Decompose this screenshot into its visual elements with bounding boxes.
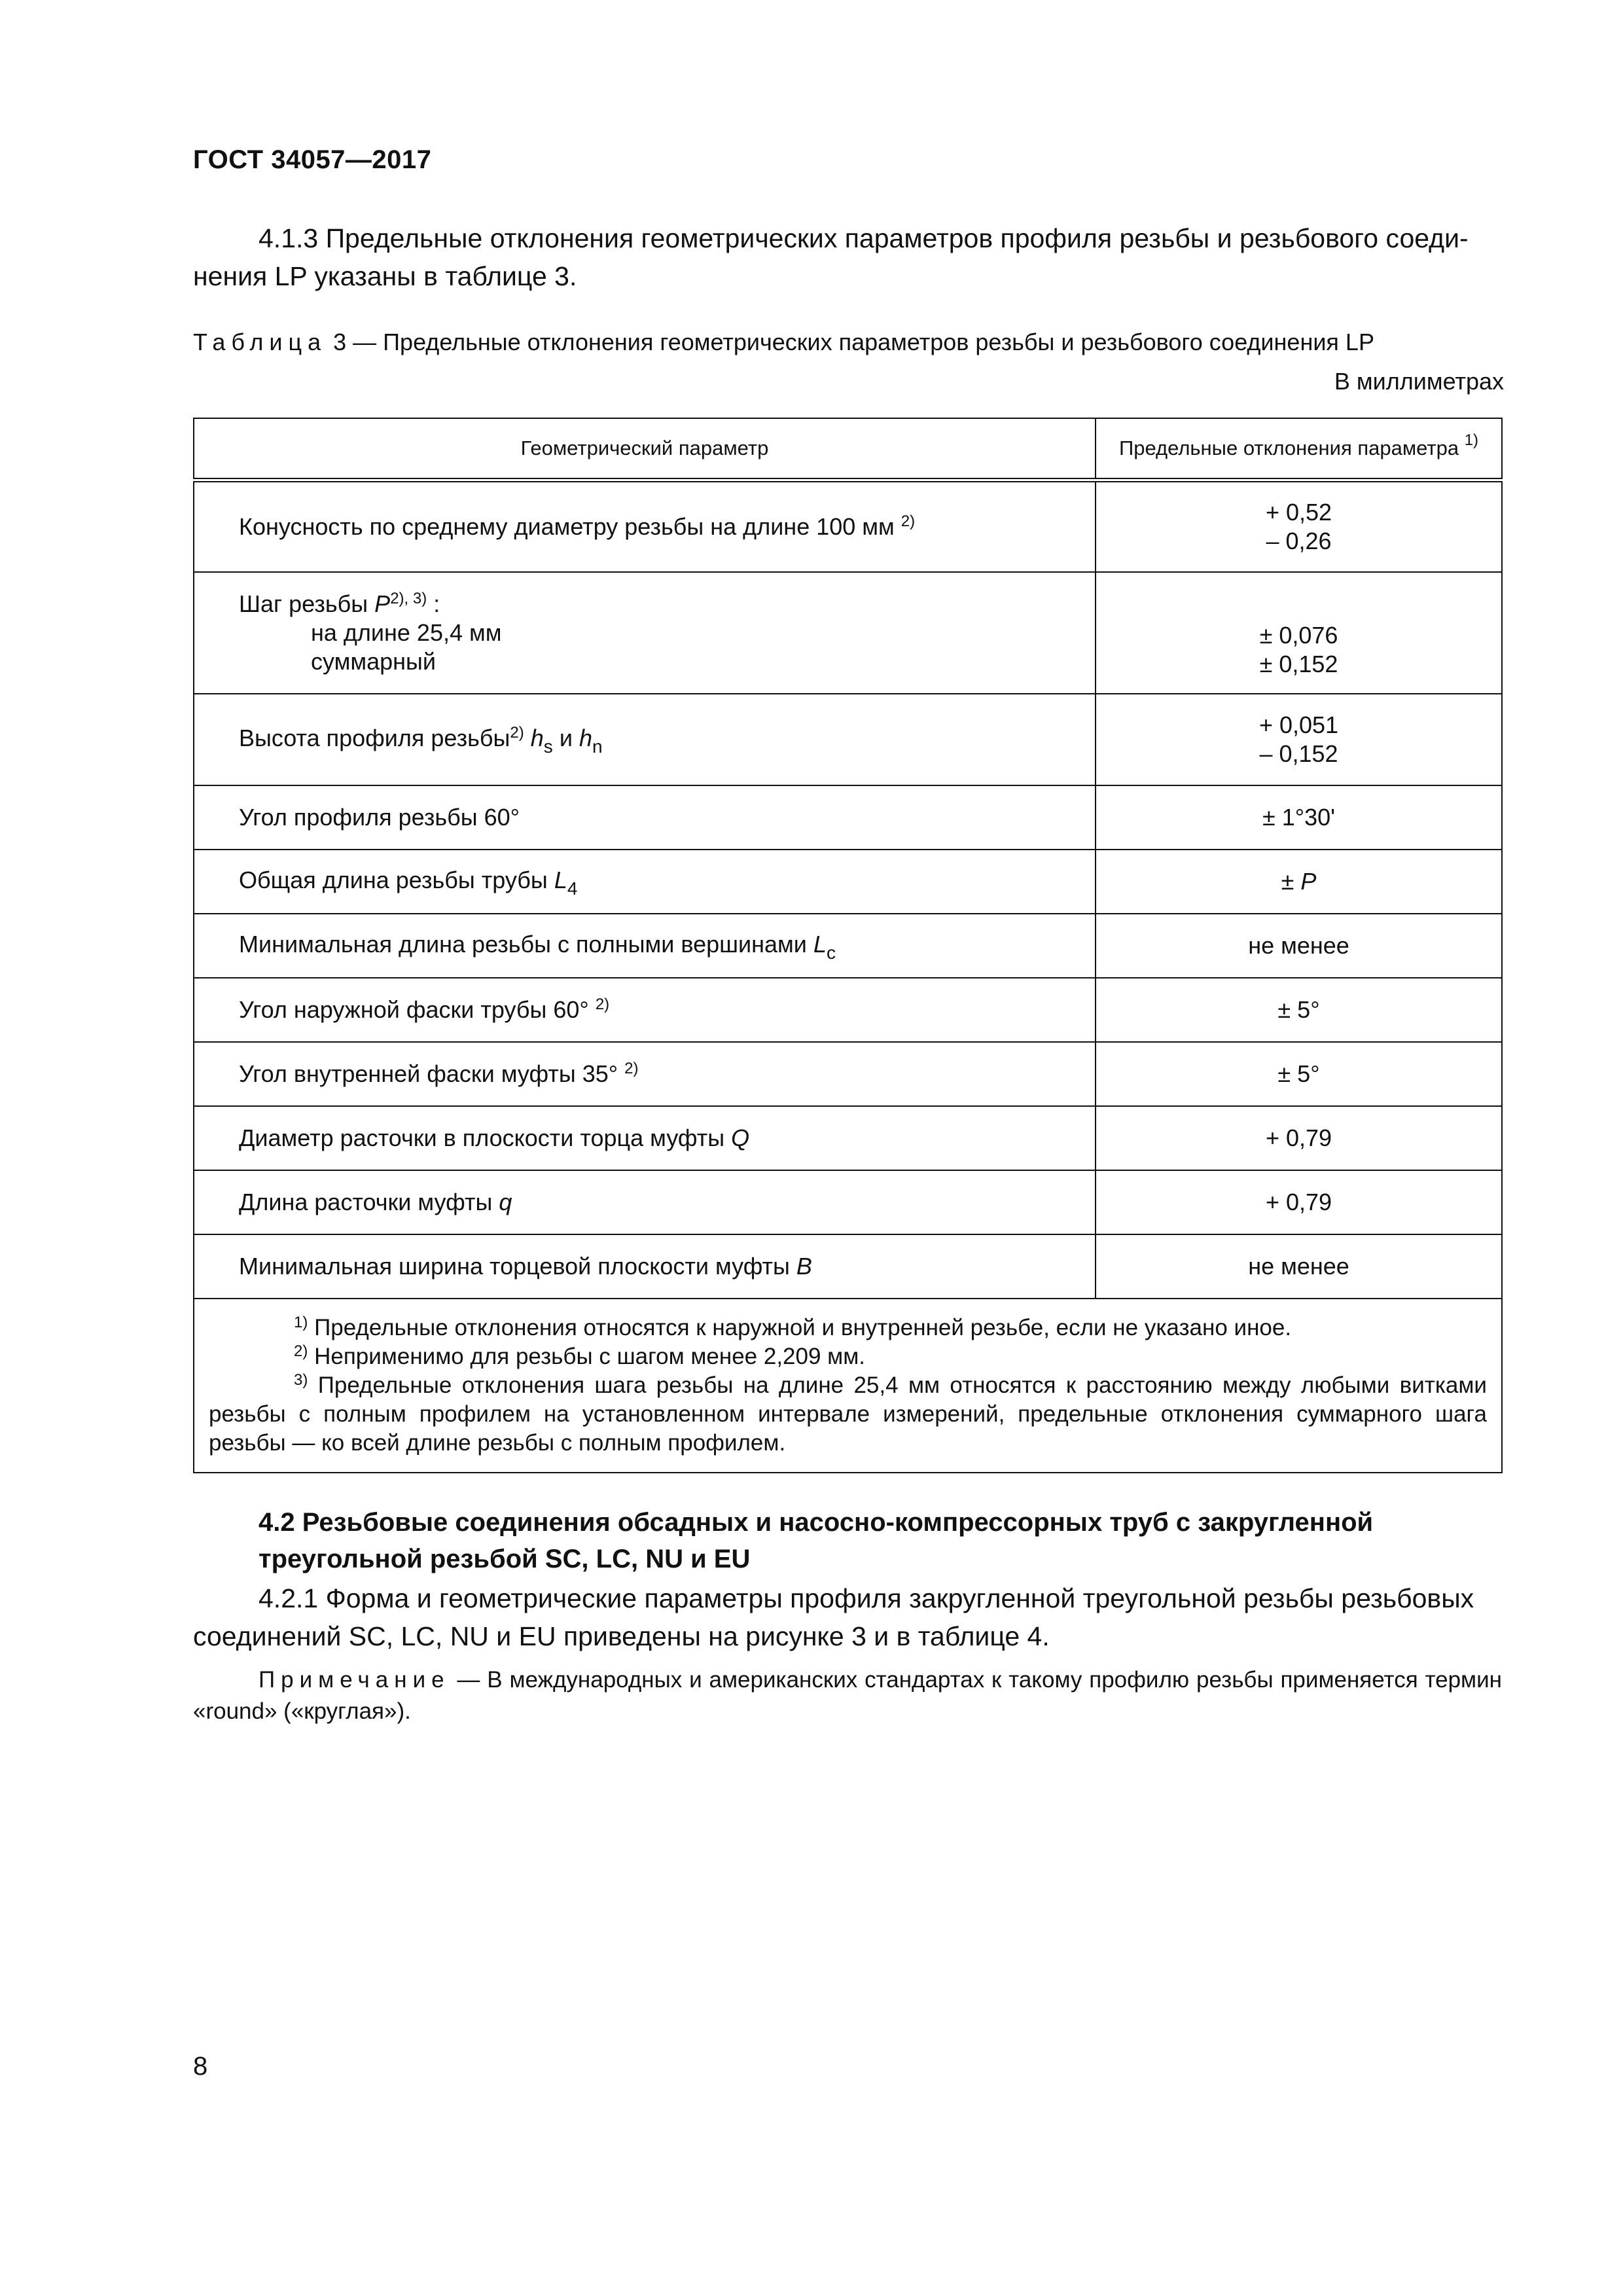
intro-line-1: 4.1.3 Предельные отклонения геометрических параметров профиля резьбы и резьбового соеди- (259, 223, 1469, 253)
header-param: Геометрический параметр (194, 418, 1096, 480)
note-text: — В международных и американских стандартах к такому профилю резьбы применяется термин «round» («круглая»). (193, 1667, 1502, 1724)
row-param: Минимальная длина резьбы с полными вершинами $L_c$ (194, 914, 1096, 978)
row-value: + 0,79 (1096, 1170, 1502, 1234)
row-param: Конусность по среднему диаметру резьбы на длине 100 мм $^{2)}$ (194, 480, 1096, 572)
row-value: + 0,79 (1096, 1106, 1502, 1170)
table-caption-label: Таблица (193, 329, 327, 355)
note-paragraph (193, 1664, 1502, 1727)
table-caption (193, 327, 1502, 357)
row-param: Угол внутренней фаски муфты 35° $^{2)}$ (194, 1042, 1096, 1106)
row-param: Общая длина резьбы трубы $L_4$ (194, 850, 1096, 914)
table-row (194, 1170, 1502, 1234)
row-param: Диаметр расточки в плоскости торца муфты Q (194, 1106, 1096, 1170)
table-notes (194, 1299, 1502, 1473)
intro-line-2: нения LP указаны в таблице 3. (193, 261, 577, 291)
row-value: ± 0,076 ± 0,152 (1096, 572, 1502, 694)
table-row (194, 480, 1502, 572)
row-value: + 0,051 – 0,152 (1096, 694, 1502, 785)
row-value: ± P (1096, 850, 1502, 914)
table-note-3: $^{3)}$ Предельные отклонения шага резьбы на длине 25,4 мм относятся к расстоянию между любыми витками резьбы с полным профилем на установленном интервале измерений, предельные отклонения суммарного шага резьбы — ко всей длине резьбы с полным профилем. (209, 1371, 1487, 1456)
row-param: Шаг резьбы $P^{2), 3)}$ : на длине 25,4 мм суммарный (194, 572, 1096, 694)
row-param: Минимальная ширина торцевой плоскости муфты B (194, 1234, 1096, 1299)
table-row (194, 1106, 1502, 1170)
table-row (194, 850, 1502, 914)
section-heading: 4.2 Резьбовые соединения обсадных и насосно-компрессорных труб с закругленной треугольной резьбой SC, LC, NU и EU (259, 1508, 1374, 1573)
row-value: ± 5° (1096, 978, 1502, 1042)
table-row (194, 1042, 1502, 1106)
row-value: не менее (1096, 1234, 1502, 1299)
row-value: + 0,52 – 0,26 (1096, 480, 1502, 572)
row-param: Угол наружной фаски трубы 60° $^{2)}$ (194, 978, 1096, 1042)
document-header: ГОСТ 34057—2017 (193, 145, 432, 174)
page-number: 8 (193, 2052, 208, 2081)
row-value: ± 5° (1096, 1042, 1502, 1106)
note-label: Примечание (259, 1667, 450, 1693)
row-value: не менее (1096, 914, 1502, 978)
table-note-2: $^{2)}$ Неприменимо для резьбы с шагом менее 2,209 мм. (294, 1342, 866, 1369)
row-value: ± 1°30' (1096, 785, 1502, 850)
table-units: В миллиметрах (1334, 368, 1504, 395)
intro-paragraph (193, 219, 1502, 295)
table-note-1: $^{1)}$ Предельные отклонения относятся к наружной и внутренней резьбе, если не указано иное. (294, 1313, 1292, 1340)
table-row (194, 694, 1502, 785)
row-param: Длина расточки муфты q (194, 1170, 1096, 1234)
row-param: Угол профиля резьбы 60° (194, 785, 1096, 850)
header-deviation: Предельные отклонения параметра $^{1)}$ (1096, 418, 1502, 480)
table-row (194, 914, 1502, 978)
table-header-row (194, 418, 1502, 480)
table-row (194, 1234, 1502, 1299)
table-notes-row (194, 1299, 1502, 1473)
deviation-table (193, 418, 1503, 1473)
row-param: Высота профиля резьбы$^{2)}$ $h_s$ и $h_n$ (194, 694, 1096, 785)
paragraph-4-2-1: 4.2.1 Форма и геометрические параметры профиля закругленной треугольной резьбы резьбовых соединений SC, LC, NU и EU приведены на рисунке 3 и в таблице 4. (193, 1583, 1474, 1651)
table-row (194, 785, 1502, 850)
table-row (194, 572, 1502, 694)
table-row (194, 978, 1502, 1042)
table-caption-text: 3 — Предельные отклонения геометрических параметров резьбы и резьбового соединения LP (327, 329, 1374, 355)
